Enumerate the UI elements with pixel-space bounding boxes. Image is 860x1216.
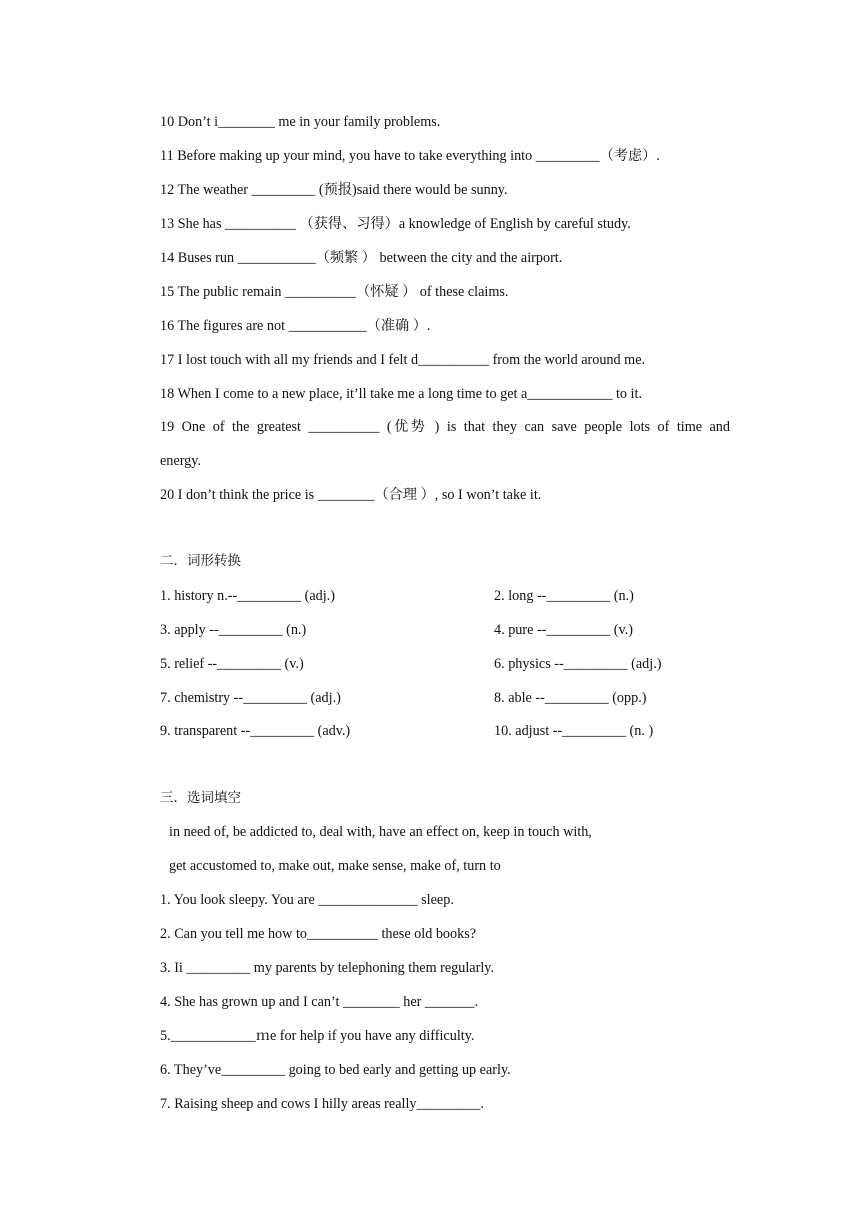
part1-item-19-cont: energy. [160, 453, 201, 469]
part1-item-13: 13 She has __________ （获得、习得）a knowledge of English by careful study. [160, 216, 631, 232]
fill-in-item-5: 5.____________ｍe for help if you have any difficulty. [160, 1028, 475, 1044]
fill-in-item-2: 2. Can you tell me how to__________ these old books? [160, 926, 477, 942]
fill-in-item-1: 1. You look sleepy. You are ______________ sleep. [160, 892, 454, 908]
section-heading-fill-in: 三．选词填空 [160, 790, 241, 806]
word-form-item-3: 3. apply --_________ (n.) [160, 622, 307, 638]
fill-in-item-3: 3. Ii _________ my parents by telephoning them regularly. [160, 960, 494, 976]
fill-in-item-6: 6. They’ve_________ going to bed early and getting up early. [160, 1062, 511, 1078]
part1-item-11: 11 Before making up your mind, you have to take everything into _________（考虑）. [160, 148, 660, 164]
part1-item-12: 12 The weather _________ (预报)said there would be sunny. [160, 182, 508, 198]
word-form-item-1: 1. history n.--_________ (adj.) [160, 588, 335, 604]
word-form-item-9: 9. transparent --_________ (adv.) [160, 723, 351, 739]
part1-item-17: 17 I lost touch with all my friends and I felt d__________ from the world around me. [160, 352, 646, 368]
word-form-item-5: 5. relief --_________ (v.) [160, 656, 304, 672]
fill-in-item-4: 4. She has grown up and I can’t ________ her _______. [160, 994, 479, 1010]
part1-item-20: 20 I don’t think the price is ________（合理 ）, so I won’t take it. [160, 487, 542, 503]
word-form-item-6: 6. physics --_________ (adj.) [494, 656, 662, 672]
fill-in-item-7: 7. Raising sheep and cows I hilly areas really_________. [160, 1096, 484, 1112]
part1-item-16: 16 The figures are not ___________（准确 ）. [160, 318, 431, 334]
word-bank-line-2: get accustomed to, make out, make sense, make of, turn to [169, 858, 501, 874]
part1-item-15: 15 The public remain __________（怀疑 ） of these claims. [160, 284, 509, 300]
part1-item-19: 19 One of the greatest __________ (优势 ) is that they can save people lots of time and [160, 419, 730, 435]
part1-item-18: 18 When I come to a new place, it’ll take me a long time to get a____________ to it. [160, 386, 642, 402]
word-form-item-2: 2. long --_________ (n.) [494, 588, 634, 604]
part1-item-10: 10 Don’t i________ me in your family problems. [160, 114, 441, 130]
word-form-item-4: 4. pure --_________ (v.) [494, 622, 633, 638]
word-bank-line-1: in need of, be addicted to, deal with, have an effect on, keep in touch with, [169, 824, 592, 840]
section-heading-word-forms: 二．词形转换 [160, 553, 241, 569]
part1-item-14: 14 Buses run ___________（频繁 ） between the city and the airport. [160, 250, 563, 266]
word-form-item-7: 7. chemistry --_________ (adj.) [160, 690, 341, 706]
word-form-item-8: 8. able --_________ (opp.) [494, 690, 647, 706]
word-form-item-10: 10. adjust --_________ (n. ) [494, 723, 654, 739]
